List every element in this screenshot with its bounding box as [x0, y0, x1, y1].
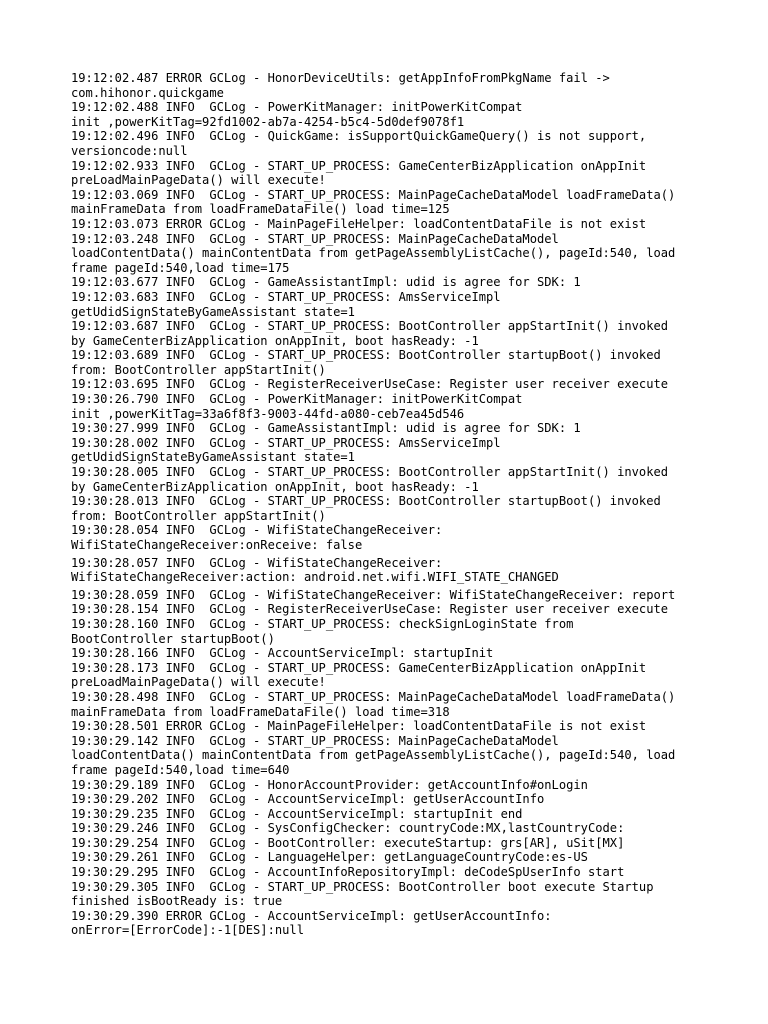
log-line: 19:30:28.160 INFO GCLog - START_UP_PROCESS: checkSignLoginState from — [71, 616, 574, 631]
log-line: 19:30:29.246 INFO GCLog - SysConfigChecker: countryCode:MX,lastCountryCode: — [71, 821, 625, 836]
log-line: 19:12:03.695 INFO GCLog - RegisterReceiverUseCase: Register user receiver execute — [71, 377, 669, 392]
log-line: 19:30:28.166 INFO GCLog - AccountServiceImpl: startupInit — [71, 646, 494, 661]
log-line: 19:30:28.154 INFO GCLog - RegisterReceiverUseCase: Register user receiver execute — [71, 602, 669, 617]
log-line: frame pageId:540,load time=640 — [71, 762, 290, 777]
log-line: 19:12:02.933 INFO GCLog - START_UP_PROCESS: GameCenterBizApplication onAppInit — [71, 158, 647, 173]
log-line: 19:30:29.261 INFO GCLog - LanguageHelper: getLanguageCountryCode:es-US — [71, 850, 588, 865]
log-line: 19:30:29.142 INFO GCLog - START_UP_PROCESS: MainPageCacheDataModel — [71, 733, 559, 748]
log-line: 19:12:03.248 INFO GCLog - START_UP_PROCESS: MainPageCacheDataModel — [71, 231, 559, 246]
log-line: getUdidSignStateByGameAssistant state=1 — [71, 304, 355, 319]
log-line: 19:30:28.057 INFO GCLog - WifiStateChangeReceiver: — [71, 555, 443, 570]
log-line: 19:12:03.069 INFO GCLog - START_UP_PROCESS: MainPageCacheDataModel loadFrameData() — [71, 187, 676, 202]
log-line: by GameCenterBizApplication onAppInit, boot hasReady: -1 — [71, 333, 479, 348]
log-line: preLoadMainPageData() will execute! — [71, 173, 326, 188]
log-line: 19:30:26.790 INFO GCLog - PowerKitManager: initPowerKitCompat — [71, 392, 523, 407]
log-line: from: BootController appStartInit() — [71, 508, 326, 523]
log-line: 19:12:02.487 ERROR GCLog - HonorDeviceUtils: getAppInfoFromPkgName fail -> — [71, 71, 610, 85]
log-line: from: BootController appStartInit() — [71, 362, 326, 377]
log-line: 19:30:29.235 INFO GCLog - AccountServiceImpl: startupInit end — [71, 806, 523, 821]
log-line: getUdidSignStateByGameAssistant state=1 — [71, 450, 355, 465]
log-line: 19:30:29.390 ERROR GCLog - AccountServiceImpl: getUserAccountInfo: — [71, 908, 552, 923]
log-line: finished isBootReady is: true — [71, 894, 283, 909]
log-line: preLoadMainPageData() will execute! — [71, 675, 326, 690]
log-line: BootController startupBoot() — [71, 631, 275, 646]
log-line: 19:12:02.488 INFO GCLog - PowerKitManager: initPowerKitCompat — [71, 100, 523, 115]
log-line: 19:30:28.013 INFO GCLog - START_UP_PROCESS: BootController startupBoot() invoked — [71, 494, 661, 509]
log-line: init ,powerKitTag=33a6f8f3-9003-44fd-a080-ceb7ea45d546 — [71, 406, 465, 421]
log-line: 19:12:03.689 INFO GCLog - START_UP_PROCESS: BootController startupBoot() invoked — [71, 348, 661, 363]
log-line: onError=[ErrorCode]:-1[DES]:null — [71, 923, 304, 938]
log-line: 19:12:03.683 INFO GCLog - START_UP_PROCESS: AmsServiceImpl — [71, 289, 501, 304]
log-line: loadContentData() mainContentData from getPageAssemblyListCache(), pageId:540, load — [71, 246, 676, 261]
log-line: 19:12:03.687 INFO GCLog - START_UP_PROCESS: BootController appStartInit() invoked — [71, 319, 669, 334]
log-line: 19:12:03.073 ERROR GCLog - MainPageFileHelper: loadContentDataFile is not exist — [71, 216, 647, 231]
log-line: by GameCenterBizApplication onAppInit, boot hasReady: -1 — [71, 479, 479, 494]
log-line: mainFrameData from loadFrameDataFile() load time=318 — [71, 704, 450, 719]
log-document — [71, 71, 711, 938]
log-line: 19:12:03.677 INFO GCLog - GameAssistantImpl: udid is agree for SDK: 1 — [71, 275, 581, 290]
log-line: 19:30:28.059 INFO GCLog - WifiStateChangeReceiver: WifiStateChangeReceiver: report — [71, 587, 676, 602]
log-line: versioncode:null — [71, 143, 188, 158]
log-line: mainFrameData from loadFrameDataFile() load time=125 — [71, 202, 450, 217]
log-line: 19:30:29.305 INFO GCLog - START_UP_PROCESS: BootController boot execute Startup — [71, 879, 654, 894]
log-line: 19:30:29.254 INFO GCLog - BootController: executeStartup: grs[AR], uSit[MX] — [71, 835, 625, 850]
log-line: 19:12:02.496 INFO GCLog - QuickGame: isSupportQuickGameQuery() is not support, — [71, 129, 647, 144]
log-line: 19:30:29.295 INFO GCLog - AccountInfoRepositoryImpl: deCodeSpUserInfo start — [71, 865, 625, 880]
log-line: 19:30:28.002 INFO GCLog - START_UP_PROCESS: AmsServiceImpl — [71, 435, 501, 450]
log-line: 19:30:28.501 ERROR GCLog - MainPageFileHelper: loadContentDataFile is not exist — [71, 719, 647, 734]
log-line: 19:30:29.189 INFO GCLog - HonorAccountProvider: getAccountInfo#onLogin — [71, 777, 588, 792]
log-line: 19:30:28.005 INFO GCLog - START_UP_PROCESS: BootController appStartInit() invoked — [71, 465, 669, 480]
log-line: WifiStateChangeReceiver:onReceive: false — [71, 538, 363, 552]
log-line: 19:30:29.202 INFO GCLog - AccountServiceImpl: getUserAccountInfo — [71, 792, 545, 807]
log-line: 19:30:27.999 INFO GCLog - GameAssistantImpl: udid is agree for SDK: 1 — [71, 421, 581, 436]
log-line: 19:30:28.498 INFO GCLog - START_UP_PROCESS: MainPageCacheDataModel loadFrameData() — [71, 689, 676, 704]
log-line: com.hihonor.quickgame — [71, 85, 224, 100]
log-line: WifiStateChangeReceiver:action: android.net.wifi.WIFI_STATE_CHANGED — [71, 570, 559, 585]
log-line: 19:30:28.054 INFO GCLog - WifiStateChangeReceiver: — [71, 523, 443, 538]
log-line: init ,powerKitTag=92fd1002-ab7a-4254-b5c4-5d0def9078f1 — [71, 114, 465, 129]
log-line: frame pageId:540,load time=175 — [71, 260, 290, 275]
log-line: loadContentData() mainContentData from getPageAssemblyListCache(), pageId:540, load — [71, 748, 676, 763]
log-line: 19:30:28.173 INFO GCLog - START_UP_PROCESS: GameCenterBizApplication onAppInit — [71, 660, 647, 675]
